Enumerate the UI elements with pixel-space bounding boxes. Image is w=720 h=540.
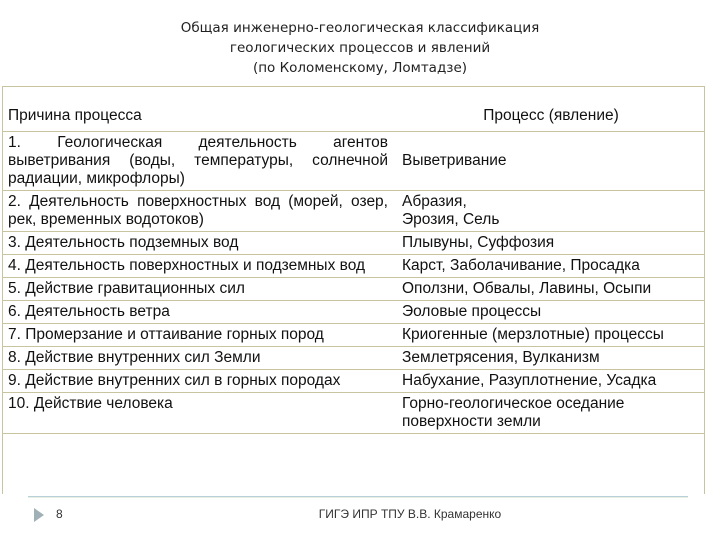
process-cell: Землетрясения, Вулканизм [392, 347, 704, 370]
cause-cell: 1. Геологическая деятельность агентов выветривания (воды, температуры, солнечной радиации, микрофлоры) [2, 132, 392, 191]
process-cell: Горно-геологическое оседание поверхности земли [392, 393, 704, 434]
process-cell: Оползни, Обвалы, Лавины, Осыпи [392, 278, 704, 301]
footer-divider [28, 496, 688, 497]
table-frame-left [2, 86, 3, 494]
header-process: Процесс (явление) [392, 87, 704, 132]
title-line-2: геологических процессов и явлений [229, 40, 491, 56]
title-line-1: Общая инженерно-геологическая классификация [180, 20, 540, 36]
triangle-bullet-icon [34, 508, 44, 522]
table-row [2, 278, 704, 301]
table-frame-right [704, 86, 705, 494]
cause-cell: 4. Деятельность поверхностных и подземных вод [2, 255, 392, 278]
cause-cell: 10. Действие человека [2, 393, 392, 434]
cause-cell: 8. Действие внутренних сил Земли [2, 347, 392, 370]
cause-cell: 9. Действие внутренних сил в горных породах [2, 370, 392, 393]
table-row [2, 324, 704, 347]
page-number: 8 [56, 507, 63, 521]
classification-table [2, 86, 704, 434]
header-cause: Причина процесса [2, 87, 392, 132]
table-row [2, 370, 704, 393]
title-line-3: (по Коломенскому, Ломтадзе) [252, 60, 468, 76]
cause-cell: 5. Действие гравитационных сил [2, 278, 392, 301]
table-row [2, 255, 704, 278]
table-row [2, 347, 704, 370]
cause-cell: 2. Деятельность поверхностных вод (морей, озер, рек, временных водотоков) [2, 191, 392, 232]
cause-cell: 7. Промерзание и оттаивание горных пород [2, 324, 392, 347]
slide-title [120, 18, 600, 78]
process-cell: Набухание, Разуплотнение, Усадка [392, 370, 704, 393]
table-row [2, 393, 704, 434]
table-header-row [2, 87, 704, 132]
table-row [2, 232, 704, 255]
process-cell: Криогенные (мерзлотные) процессы [392, 324, 704, 347]
table-row [2, 301, 704, 324]
cause-cell: 3. Деятельность подземных вод [2, 232, 392, 255]
process-cell: Карст, Заболачивание, Просадка [392, 255, 704, 278]
process-cell: Эоловые процессы [392, 301, 704, 324]
process-cell: Плывуны, Суффозия [392, 232, 704, 255]
cause-cell: 6. Деятельность ветра [2, 301, 392, 324]
footer-credit: ГИГЭ ИПР ТПУ В.В. Крамаренко [318, 507, 502, 521]
process-cell: Выветривание [392, 132, 704, 191]
table-row [2, 132, 704, 191]
table-row [2, 191, 704, 232]
process-cell: Абразия, Эрозия, Сель [392, 191, 704, 232]
